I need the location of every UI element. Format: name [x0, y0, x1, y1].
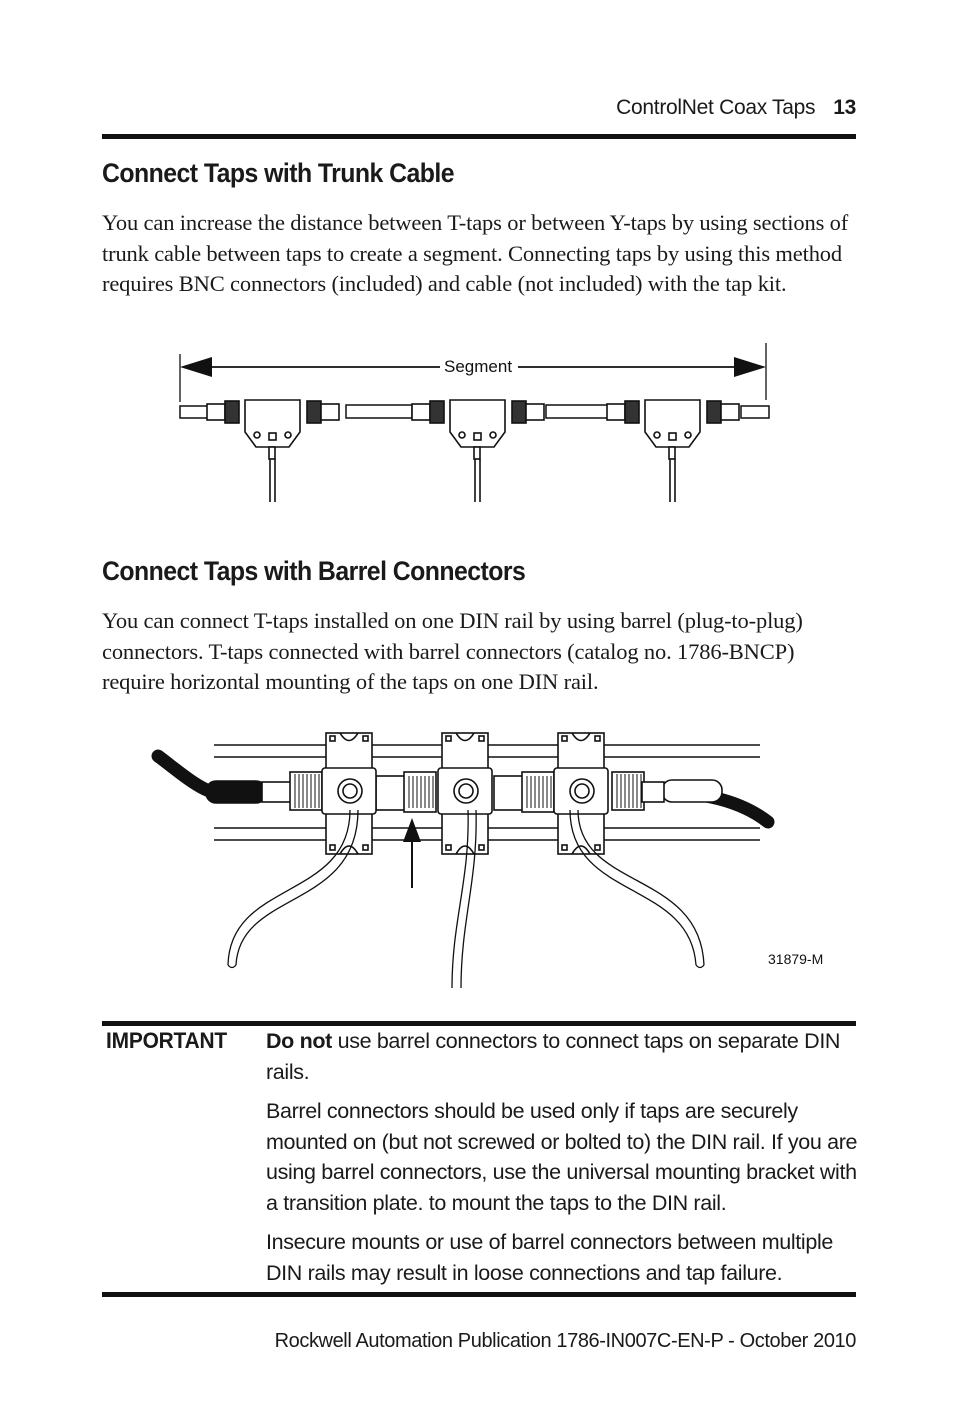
din-rail-tap-2	[438, 733, 492, 854]
din-rail-tap-1	[322, 733, 376, 854]
important-paragraph-1	[266, 1026, 866, 1087]
section-heading-trunk-cable: Connect Taps with Trunk Cable	[102, 158, 455, 188]
footer-publication: Rockwell Automation Publication 1786-IN007C-EN-P - October 2010	[274, 1330, 856, 1352]
arrow-up-icon	[403, 818, 421, 842]
segment-label: Segment	[444, 357, 513, 376]
section-title: ControlNet Coax Taps	[616, 96, 816, 119]
important-paragraph-3: Insecure mounts or use of barrel connectors between multiple DIN rails may result in loose connections and tap failure.	[266, 1230, 833, 1285]
trunk-cable-paragraph: You can increase the distance between T-taps or between Y-taps by using sections of trunk cable between taps to create a segment. Connecting taps by using this method requires BNC connectors (included) and cable (not included) with the tap kit.	[102, 210, 849, 297]
figure-id: 31879-M	[768, 951, 824, 967]
page-number: 13	[833, 96, 856, 119]
important-paragraph-2: Barrel connectors should be used only if taps are securely mounted on (but not screwed or bolted to) the DIN rail. If you are using barrel connectors, use the universal mounting bracket with a transition plate. to mount the taps to the DIN rail.	[266, 1099, 858, 1215]
section-heading-barrel-connectors: Connect Taps with Barrel Connectors	[102, 556, 526, 586]
important-label: IMPORTANT	[106, 1028, 227, 1053]
important-paragraph-1-text: use barrel connectors to connect taps on separate DIN rails.	[266, 1029, 841, 1084]
din-rail-tap-3	[554, 733, 608, 854]
important-emphasis: Do not	[266, 1029, 332, 1053]
important-bottom-rule	[102, 1292, 856, 1297]
barrel-connectors-paragraph: You can connect T-taps installed on one DIN rail by using barrel (plug-to-plug) connectors. T-taps connected with barrel connectors (catalog no. 1786-BNCP) require horizontal mounting of the taps on one DIN rail.	[102, 608, 803, 695]
